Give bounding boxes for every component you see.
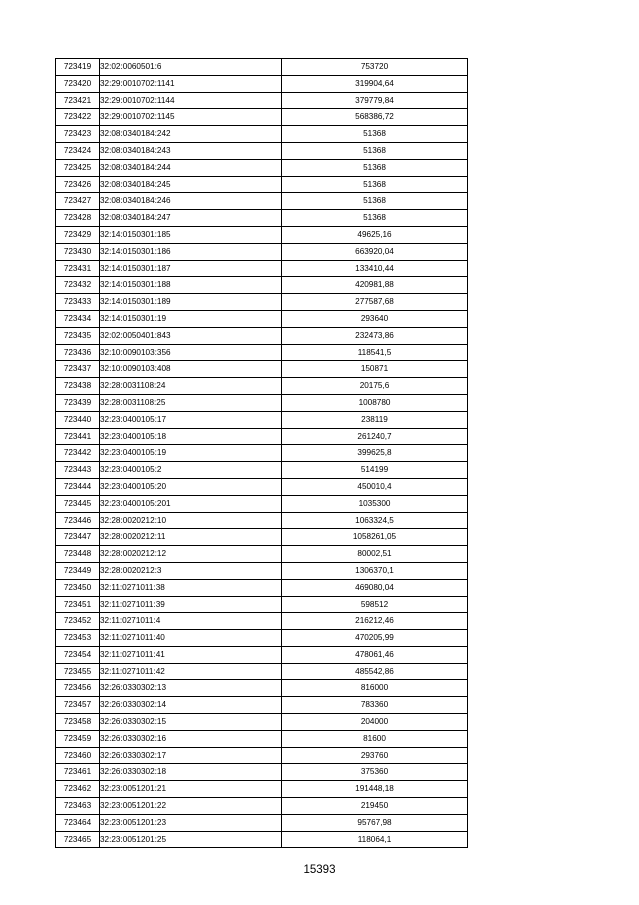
cadastral-number-cell: 32:28:0031108:25 (100, 394, 282, 411)
row-number-cell: 723456 (56, 680, 100, 697)
row-number-cell: 723462 (56, 781, 100, 798)
row-number-cell: 723424 (56, 142, 100, 159)
cadastral-number-cell: 32:23:0400105:2 (100, 462, 282, 479)
cadastral-number-cell: 32:26:0330302:18 (100, 764, 282, 781)
row-number-cell: 723435 (56, 327, 100, 344)
row-number-cell: 723431 (56, 260, 100, 277)
cadastral-number-cell: 32:14:0150301:188 (100, 277, 282, 294)
cadastral-number-cell: 32:11:0271011:38 (100, 579, 282, 596)
value-cell: 375360 (282, 764, 468, 781)
table-row (56, 344, 468, 361)
value-cell: 51368 (282, 176, 468, 193)
table-row (56, 478, 468, 495)
value-cell: 568386,72 (282, 109, 468, 126)
value-cell: 485542,86 (282, 663, 468, 680)
cadastral-number-cell: 32:11:0271011:39 (100, 596, 282, 613)
row-number-cell: 723452 (56, 613, 100, 630)
value-cell: 663920,04 (282, 243, 468, 260)
value-cell: 261240,7 (282, 428, 468, 445)
row-number-cell: 723460 (56, 747, 100, 764)
row-number-cell: 723445 (56, 495, 100, 512)
table-row (56, 277, 468, 294)
table-row (56, 613, 468, 630)
table-row (56, 428, 468, 445)
cadastral-number-cell: 32:23:0400105:17 (100, 411, 282, 428)
row-number-cell: 723464 (56, 814, 100, 831)
cadastral-number-cell: 32:23:0051201:22 (100, 798, 282, 815)
table-row (56, 394, 468, 411)
value-cell: 277587,68 (282, 294, 468, 311)
table-row (56, 462, 468, 479)
cadastral-number-cell: 32:14:0150301:19 (100, 310, 282, 327)
row-number-cell: 723423 (56, 126, 100, 143)
row-number-cell: 723428 (56, 210, 100, 227)
cadastral-number-cell: 32:29:0010702:1141 (100, 75, 282, 92)
value-cell: 51368 (282, 126, 468, 143)
cadastral-number-cell: 32:14:0150301:187 (100, 260, 282, 277)
table-row (56, 294, 468, 311)
row-number-cell: 723447 (56, 529, 100, 546)
value-cell: 598512 (282, 596, 468, 613)
row-number-cell: 723446 (56, 512, 100, 529)
table-row (56, 243, 468, 260)
cadastral-number-cell: 32:08:0340184:246 (100, 193, 282, 210)
row-number-cell: 723450 (56, 579, 100, 596)
cadastral-number-cell: 32:28:0020212:3 (100, 562, 282, 579)
cadastral-number-cell: 32:23:0400105:19 (100, 445, 282, 462)
row-number-cell: 723421 (56, 92, 100, 109)
value-cell: 191448,18 (282, 781, 468, 798)
table-row (56, 831, 468, 848)
table-row (56, 210, 468, 227)
table-row (56, 327, 468, 344)
value-cell: 319904,64 (282, 75, 468, 92)
cadastral-number-cell: 32:23:0400105:201 (100, 495, 282, 512)
row-number-cell: 723438 (56, 378, 100, 395)
table-row (56, 764, 468, 781)
value-cell: 1063324,5 (282, 512, 468, 529)
cadastral-number-cell: 32:28:0020212:11 (100, 529, 282, 546)
table-row (56, 495, 468, 512)
value-cell: 81600 (282, 730, 468, 747)
value-cell: 51368 (282, 142, 468, 159)
row-number-cell: 723461 (56, 764, 100, 781)
row-number-cell: 723419 (56, 59, 100, 76)
table-row (56, 798, 468, 815)
value-cell: 232473,86 (282, 327, 468, 344)
cadastral-number-cell: 32:08:0340184:242 (100, 126, 282, 143)
value-cell: 219450 (282, 798, 468, 815)
row-number-cell: 723425 (56, 159, 100, 176)
row-number-cell: 723427 (56, 193, 100, 210)
cadastral-number-cell: 32:28:0031108:24 (100, 378, 282, 395)
cadastral-number-cell: 32:10:0090103:408 (100, 361, 282, 378)
row-number-cell: 723422 (56, 109, 100, 126)
table-row (56, 781, 468, 798)
cadastral-number-cell: 32:28:0020212:12 (100, 546, 282, 563)
table-row (56, 630, 468, 647)
cadastral-number-cell: 32:08:0340184:244 (100, 159, 282, 176)
row-number-cell: 723444 (56, 478, 100, 495)
value-cell: 293760 (282, 747, 468, 764)
cadastral-number-cell: 32:11:0271011:4 (100, 613, 282, 630)
table-row (56, 411, 468, 428)
table-row (56, 562, 468, 579)
cadastral-number-cell: 32:23:0400105:20 (100, 478, 282, 495)
table-row (56, 663, 468, 680)
table-row (56, 596, 468, 613)
cadastral-number-cell: 32:02:0060501:6 (100, 59, 282, 76)
value-cell: 420981,88 (282, 277, 468, 294)
row-number-cell: 723465 (56, 831, 100, 848)
value-cell: 118064,1 (282, 831, 468, 848)
value-cell: 51368 (282, 159, 468, 176)
value-cell: 753720 (282, 59, 468, 76)
table-row (56, 59, 468, 76)
table-row (56, 361, 468, 378)
table-row (56, 260, 468, 277)
cadastral-number-cell: 32:26:0330302:15 (100, 714, 282, 731)
row-number-cell: 723430 (56, 243, 100, 260)
value-cell: 20175,6 (282, 378, 468, 395)
value-cell: 469080,04 (282, 579, 468, 596)
row-number-cell: 723443 (56, 462, 100, 479)
cadastral-number-cell: 32:08:0340184:243 (100, 142, 282, 159)
cadastral-number-cell: 32:26:0330302:17 (100, 747, 282, 764)
table-row (56, 75, 468, 92)
table-row (56, 714, 468, 731)
value-cell: 514199 (282, 462, 468, 479)
row-number-cell: 723458 (56, 714, 100, 731)
row-number-cell: 723436 (56, 344, 100, 361)
table-row (56, 646, 468, 663)
value-cell: 1035300 (282, 495, 468, 512)
table-row (56, 226, 468, 243)
value-cell: 49625,16 (282, 226, 468, 243)
value-cell: 450010,4 (282, 478, 468, 495)
cadastral-value-table (55, 58, 468, 848)
value-cell: 133410,44 (282, 260, 468, 277)
row-number-cell: 723432 (56, 277, 100, 294)
value-cell: 293640 (282, 310, 468, 327)
cadastral-number-cell: 32:08:0340184:247 (100, 210, 282, 227)
table-row (56, 109, 468, 126)
row-number-cell: 723454 (56, 646, 100, 663)
value-cell: 95767,98 (282, 814, 468, 831)
cadastral-number-cell: 32:26:0330302:16 (100, 730, 282, 747)
table-row (56, 378, 468, 395)
table-row (56, 730, 468, 747)
cadastral-number-cell: 32:11:0271011:41 (100, 646, 282, 663)
row-number-cell: 723459 (56, 730, 100, 747)
cadastral-number-cell: 32:23:0400105:18 (100, 428, 282, 445)
table-row (56, 529, 468, 546)
row-number-cell: 723429 (56, 226, 100, 243)
cadastral-number-cell: 32:10:0090103:356 (100, 344, 282, 361)
value-cell: 1058261,05 (282, 529, 468, 546)
value-cell: 204000 (282, 714, 468, 731)
table-row (56, 92, 468, 109)
cadastral-number-cell: 32:28:0020212:10 (100, 512, 282, 529)
row-number-cell: 723442 (56, 445, 100, 462)
table-row (56, 579, 468, 596)
value-cell: 379779,84 (282, 92, 468, 109)
cadastral-number-cell: 32:29:0010702:1144 (100, 92, 282, 109)
value-cell: 816000 (282, 680, 468, 697)
cadastral-number-cell: 32:23:0051201:21 (100, 781, 282, 798)
cadastral-number-cell: 32:26:0330302:13 (100, 680, 282, 697)
row-number-cell: 723449 (56, 562, 100, 579)
cadastral-number-cell: 32:11:0271011:40 (100, 630, 282, 647)
cadastral-number-cell: 32:26:0330302:14 (100, 697, 282, 714)
value-cell: 238119 (282, 411, 468, 428)
row-number-cell: 723441 (56, 428, 100, 445)
row-number-cell: 723451 (56, 596, 100, 613)
value-cell: 150871 (282, 361, 468, 378)
table-row (56, 445, 468, 462)
value-cell: 399625,8 (282, 445, 468, 462)
cadastral-number-cell: 32:14:0150301:189 (100, 294, 282, 311)
value-cell: 80002,51 (282, 546, 468, 563)
value-cell: 118541,5 (282, 344, 468, 361)
table-row (56, 193, 468, 210)
cadastral-number-cell: 32:29:0010702:1145 (100, 109, 282, 126)
row-number-cell: 723420 (56, 75, 100, 92)
page-number: 15393 (303, 864, 336, 876)
cadastral-number-cell: 32:23:0051201:25 (100, 831, 282, 848)
value-cell: 51368 (282, 193, 468, 210)
cadastral-number-cell: 32:08:0340184:245 (100, 176, 282, 193)
value-cell: 216212,46 (282, 613, 468, 630)
value-cell: 478061,46 (282, 646, 468, 663)
table-row (56, 159, 468, 176)
row-number-cell: 723434 (56, 310, 100, 327)
value-cell: 1306370,1 (282, 562, 468, 579)
table-row (56, 814, 468, 831)
table-body (56, 59, 468, 848)
row-number-cell: 723440 (56, 411, 100, 428)
row-number-cell: 723455 (56, 663, 100, 680)
table-row (56, 747, 468, 764)
table-row (56, 176, 468, 193)
row-number-cell: 723457 (56, 697, 100, 714)
table-row (56, 512, 468, 529)
table-row (56, 310, 468, 327)
cadastral-number-cell: 32:23:0051201:23 (100, 814, 282, 831)
row-number-cell: 723439 (56, 394, 100, 411)
table-row (56, 680, 468, 697)
row-number-cell: 723453 (56, 630, 100, 647)
row-number-cell: 723433 (56, 294, 100, 311)
table-row (56, 697, 468, 714)
cadastral-number-cell: 32:14:0150301:186 (100, 243, 282, 260)
table-row (56, 546, 468, 563)
value-cell: 470205,99 (282, 630, 468, 647)
row-number-cell: 723463 (56, 798, 100, 815)
cadastral-number-cell: 32:02:0050401:843 (100, 327, 282, 344)
row-number-cell: 723426 (56, 176, 100, 193)
cadastral-number-cell: 32:14:0150301:185 (100, 226, 282, 243)
table-row (56, 126, 468, 143)
row-number-cell: 723448 (56, 546, 100, 563)
value-cell: 1008780 (282, 394, 468, 411)
row-number-cell: 723437 (56, 361, 100, 378)
value-cell: 783360 (282, 697, 468, 714)
table-row (56, 142, 468, 159)
cadastral-number-cell: 32:11:0271011:42 (100, 663, 282, 680)
value-cell: 51368 (282, 210, 468, 227)
